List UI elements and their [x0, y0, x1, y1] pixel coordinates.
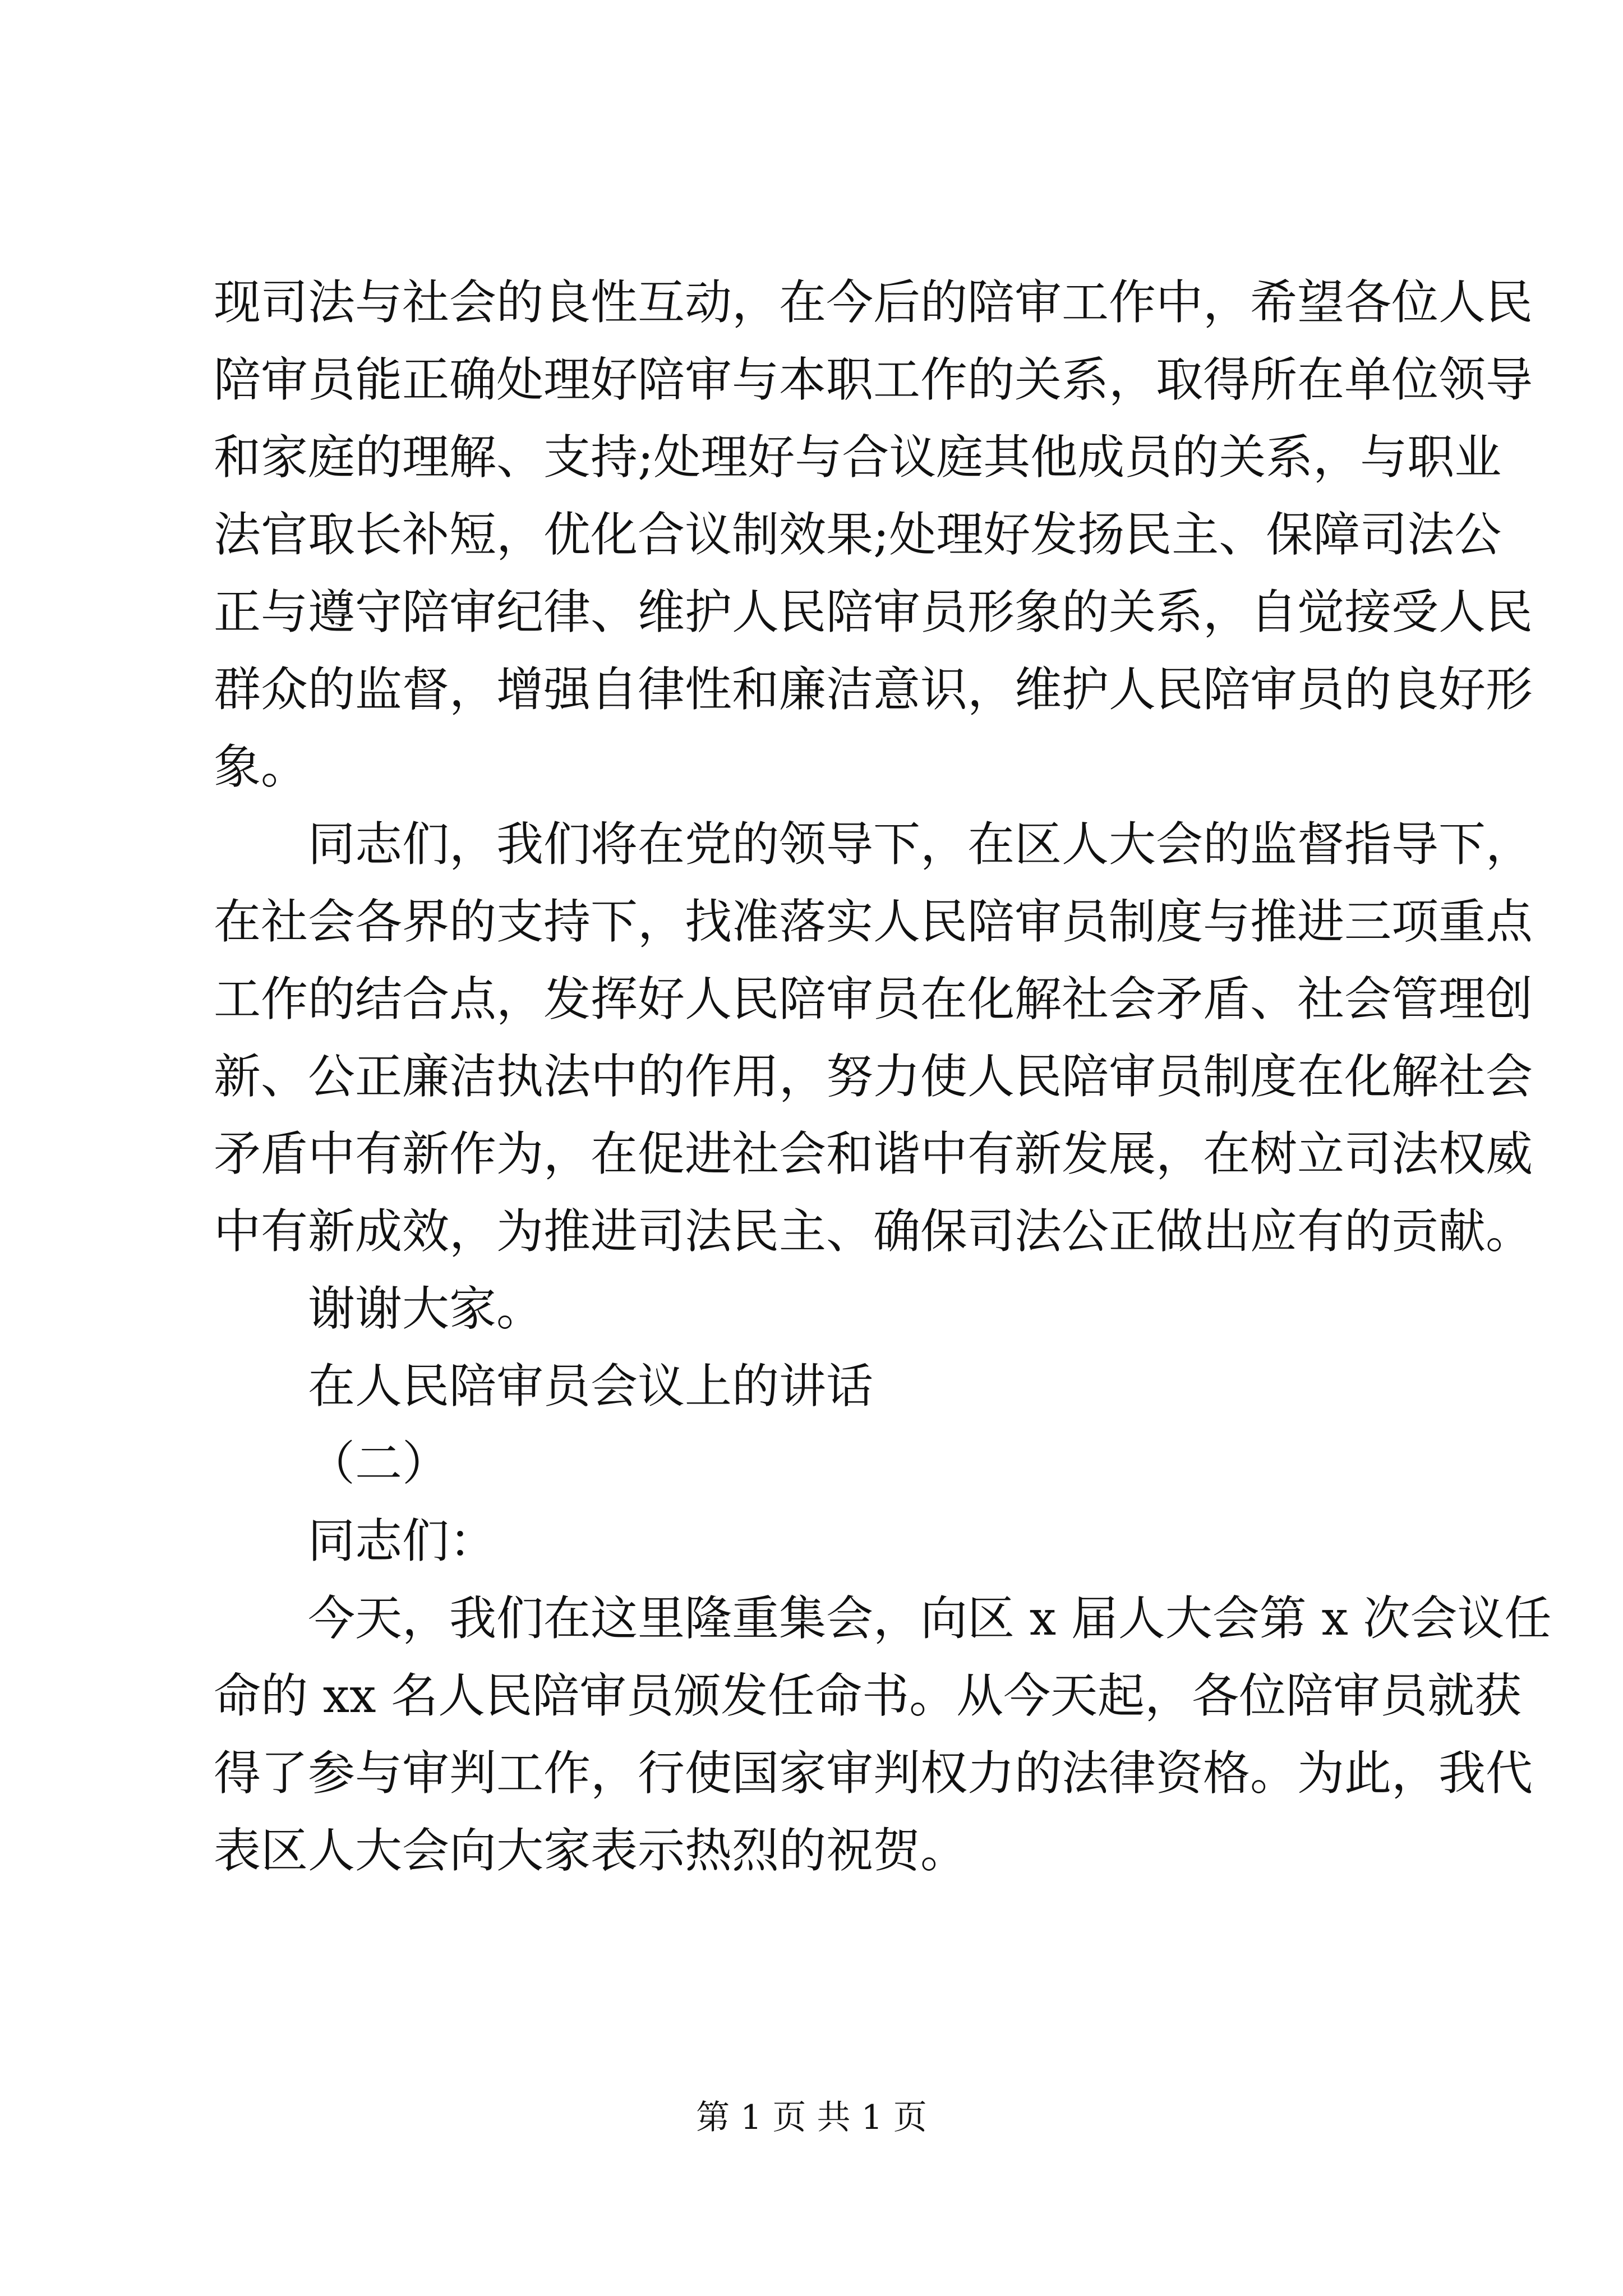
page-footer: 第 1 页 共 1 页 — [696, 2098, 927, 2137]
thanks-line: 谢谢大家。 — [308, 1281, 544, 1336]
section-title: 在人民陪审员会议上的讲话 — [308, 1359, 874, 1414]
text-line-13: 中有新成效，为推进司法民主、确保司法公正做出应有的贡献。 — [214, 1204, 1533, 1259]
text-line-1: 现司法与社会的良性互动，在今后的陪审工作中，希望各位人民 — [214, 275, 1533, 330]
text-line-3: 和家庭的理解、支持;处理好与合议庭其他成员的关系，与职业 — [214, 430, 1502, 485]
text-line-11: 新、公正廉洁执法中的作用，努力使人民陪审员制度在化解社会 — [214, 1049, 1533, 1104]
section-number: （二） — [308, 1436, 450, 1491]
salutation-line: 同志们： — [308, 1513, 497, 1568]
text-line-6: 群众的监督，增强自律性和廉洁意识，维护人民陪审员的良好形 — [214, 662, 1533, 717]
text-line-2: 陪审员能正确处理好陪审与本职工作的关系，取得所在单位领导 — [214, 352, 1533, 407]
text-line-18: 今天，我们在这里隆重集会，向区 x 届人大会第 x 次会议任 — [308, 1591, 1552, 1646]
text-line-5: 正与遵守陪审纪律、维护人民陪审员形象的关系，自觉接受人民 — [214, 585, 1533, 639]
text-line-20: 得了参与审判工作，行使国家审判权力的法律资格。为此，我代 — [214, 1746, 1533, 1801]
text-line-21: 表区人大会向大家表示热烈的祝贺。 — [214, 1823, 968, 1878]
text-line-10: 工作的结合点，发挥好人民陪审员在化解社会矛盾、社会管理创 — [214, 972, 1533, 1027]
text-line-4: 法官取长补短，优化合议制效果;处理好发扬民主、保障司法公 — [214, 507, 1502, 562]
text-line-7: 象。 — [214, 739, 308, 794]
text-line-12: 矛盾中有新作为，在促进社会和谐中有新发展，在树立司法权威 — [214, 1126, 1533, 1181]
text-line-8: 同志们，我们将在党的领导下，在区人大会的监督指导下， — [308, 817, 1533, 872]
text-line-19: 命的 xx 名人民陪审员颁发任命书。从今天起，各位陪审员就获 — [214, 1668, 1522, 1723]
document-body — [214, 264, 1552, 1889]
text-line-9: 在社会各界的支持下，找准落实人民陪审员制度与推进三项重点 — [214, 894, 1533, 949]
